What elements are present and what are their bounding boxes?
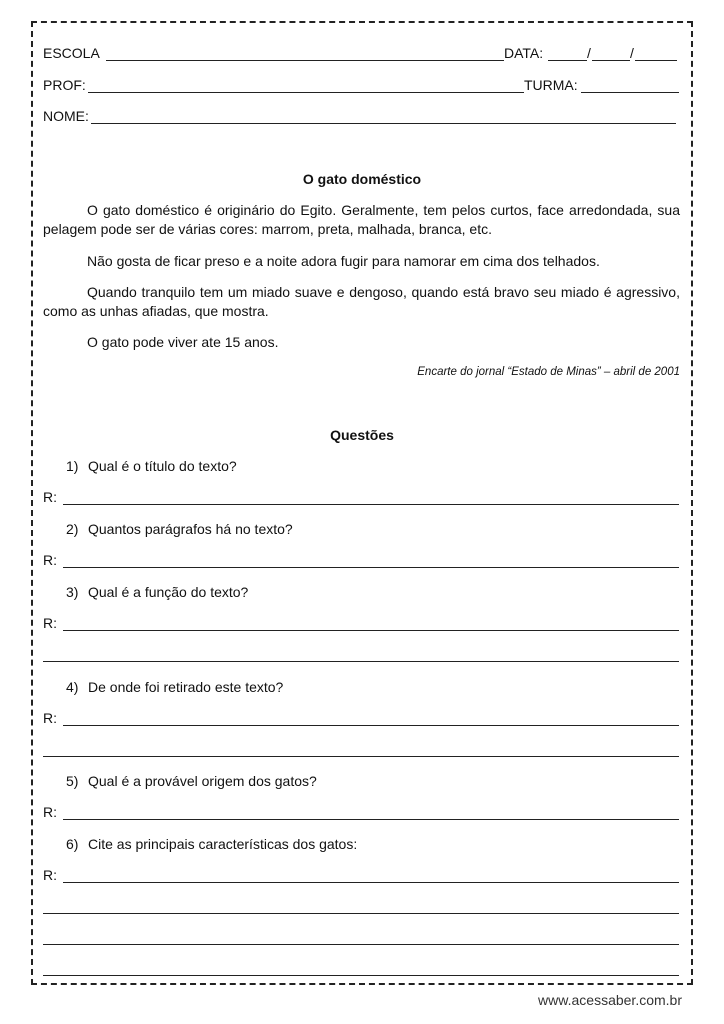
answer-3-line[interactable] <box>63 630 679 631</box>
answer-1-label: R: <box>43 489 57 505</box>
question-1-text: Qual é o título do texto? <box>88 458 237 474</box>
answer-1-line[interactable] <box>63 504 679 505</box>
school-label: ESCOLA <box>43 45 100 61</box>
text-source: Encarte do jornal “Estado de Minas” – abril de 2001 <box>417 366 680 378</box>
name-field[interactable] <box>91 123 676 124</box>
question-2-text: Quantos parágrafos há no texto? <box>88 521 293 537</box>
answer-6-line[interactable] <box>63 882 679 883</box>
answer-3-line-extra[interactable] <box>43 661 679 662</box>
footer-website: www.acessaber.com.br <box>538 992 682 1008</box>
date-year-field[interactable] <box>635 60 677 61</box>
answer-5-line[interactable] <box>63 819 679 820</box>
answer-6-line-extra[interactable] <box>43 975 679 976</box>
paragraph-3: Quando tranquilo tem um miado suave e dengoso, quando está bravo seu miado é agressivo, como as unhas afiadas, que mostra. <box>43 284 680 319</box>
question-5-text: Qual é a provável origem dos gatos? <box>88 773 317 789</box>
answer-2-label: R: <box>43 552 57 568</box>
date-label: DATA: <box>504 45 544 61</box>
answer-4-label: R: <box>43 710 57 726</box>
question-5-number: 5) <box>66 773 79 789</box>
answer-6-line-extra[interactable] <box>43 913 679 914</box>
paragraph-2: Não gosta de ficar preso e a noite adora fugir para namorar em cima dos telhados. <box>87 253 600 269</box>
answer-4-line-extra[interactable] <box>43 756 679 757</box>
date-separator: / <box>630 45 634 61</box>
question-1-number: 1) <box>66 458 79 474</box>
question-2-number: 2) <box>66 521 79 537</box>
question-4-text: De onde foi retirado este texto? <box>88 679 284 695</box>
teacher-field[interactable] <box>88 92 524 93</box>
question-6-number: 6) <box>66 836 79 852</box>
answer-4-line[interactable] <box>63 725 679 726</box>
date-day-field[interactable] <box>548 60 587 61</box>
question-6-text: Cite as principais características dos gatos: <box>88 836 358 852</box>
answer-6-line-extra[interactable] <box>43 944 679 945</box>
answer-6-label: R: <box>43 867 57 883</box>
answer-5-label: R: <box>43 804 57 820</box>
paragraph-1: O gato doméstico é originário do Egito. Geralmente, tem pelos curtos, face arredondada, sua pelagem pode ser de várias cores: marrom, preta, malhada, branca, etc. <box>43 202 680 237</box>
question-3-number: 3) <box>66 584 79 600</box>
questions-title: Questões <box>330 427 394 443</box>
question-4-number: 4) <box>66 679 79 695</box>
answer-3-label: R: <box>43 615 57 631</box>
paragraph-4: O gato pode viver ate 15 anos. <box>87 334 279 350</box>
date-month-field[interactable] <box>592 60 630 61</box>
question-3-text: Qual é a função do texto? <box>88 584 249 600</box>
class-label: TURMA: <box>524 77 578 93</box>
name-label: NOME: <box>43 108 89 124</box>
school-field[interactable] <box>106 60 504 61</box>
class-field[interactable] <box>581 92 679 93</box>
teacher-label: PROF: <box>43 77 86 93</box>
text-title: O gato doméstico <box>302 171 422 187</box>
date-separator: / <box>587 45 591 61</box>
answer-2-line[interactable] <box>63 567 679 568</box>
